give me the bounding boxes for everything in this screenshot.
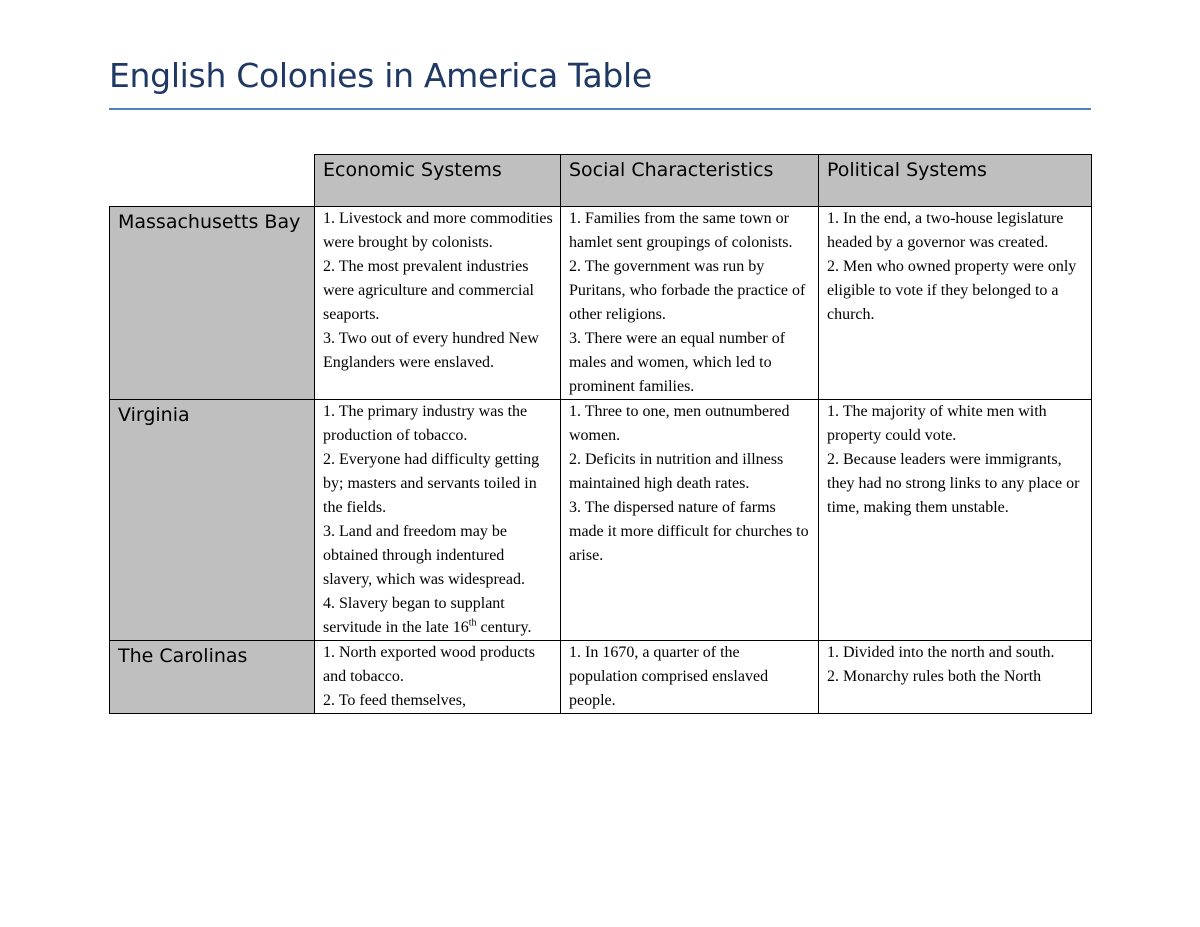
colonies-table — [109, 154, 1092, 714]
row-header-the-carolinas: The Carolinas — [110, 641, 315, 714]
cell-virginia-social — [561, 400, 819, 641]
list-item: 2. To feed themselves, — [323, 692, 466, 709]
list-item: 1. The majority of white men with property could vote. — [827, 403, 1047, 444]
list-item: 2. Because leaders were immigrants, they had no strong links to any place or time, making them unstable. — [827, 451, 1080, 516]
list-item: 1. Livestock and more commodities were brought by colonists. — [323, 210, 553, 251]
cell-virginia-political — [819, 400, 1092, 641]
list-item: 3. There were an equal number of males and women, which led to prominent families. — [569, 330, 786, 395]
list-item: 3. Two out of every hundred New Englanders were enslaved. — [323, 330, 539, 371]
ordinal-suffix: th — [468, 617, 477, 629]
cell-carolinas-political — [819, 641, 1092, 714]
list-item: 2. Everyone had difficulty getting by; masters and servants toiled in the fields. — [323, 451, 540, 516]
list-item: 2. Monarchy rules both the North — [827, 668, 1042, 685]
list-item: 3. Land and freedom may be obtained through indentured slavery, which was widespread. — [323, 523, 526, 588]
row-header-massachusetts-bay: Massachusetts Bay — [110, 207, 315, 400]
cell-virginia-economic — [315, 400, 561, 641]
list-item: 3. The dispersed nature of farms made it more difficult for churches to arise. — [569, 499, 809, 564]
table-corner-cell — [110, 155, 315, 207]
list-item: 2. The most prevalent industries were agriculture and commercial seaports. — [323, 258, 534, 323]
list-item-text: 4. Slavery began to supplant servitude in the late 16 — [323, 595, 505, 636]
column-header-social: Social Characteristics — [561, 155, 819, 207]
list-item — [323, 592, 554, 640]
table-row — [110, 207, 1092, 400]
row-header-virginia: Virginia — [110, 400, 315, 641]
cell-carolinas-economic — [315, 641, 561, 714]
list-item: 1. In the end, a two-house legislature headed by a governor was created. — [827, 210, 1064, 251]
cell-massachusetts-political — [819, 207, 1092, 400]
list-item: 1. Three to one, men outnumbered women. — [569, 403, 790, 444]
cell-massachusetts-social — [561, 207, 819, 400]
column-header-political: Political Systems — [819, 155, 1092, 207]
column-header-economic: Economic Systems — [315, 155, 561, 207]
cell-carolinas-social — [561, 641, 819, 714]
table-header-row — [110, 155, 1092, 207]
table-row — [110, 400, 1092, 641]
list-item: 1. Divided into the north and south. — [827, 644, 1055, 661]
list-item: 1. Families from the same town or hamlet sent groupings of colonists. — [569, 210, 793, 251]
list-item: 2. Men who owned property were only eligible to vote if they belonged to a church. — [827, 258, 1077, 323]
list-item: 2. Deficits in nutrition and illness maintained high death rates. — [569, 451, 784, 492]
document-title: English Colonies in America Table — [109, 56, 652, 95]
list-item: 2. The government was run by Puritans, who forbade the practice of other religions. — [569, 258, 806, 323]
list-item: 1. The primary industry was the production of tobacco. — [323, 403, 528, 444]
list-item: 1. In 1670, a quarter of the population comprised enslaved people. — [569, 644, 769, 709]
list-item-tail: century. — [476, 619, 532, 636]
cell-massachusetts-economic — [315, 207, 561, 400]
title-underline — [109, 108, 1091, 110]
list-item: 1. North exported wood products and tobacco. — [323, 644, 535, 685]
table-row — [110, 641, 1092, 714]
